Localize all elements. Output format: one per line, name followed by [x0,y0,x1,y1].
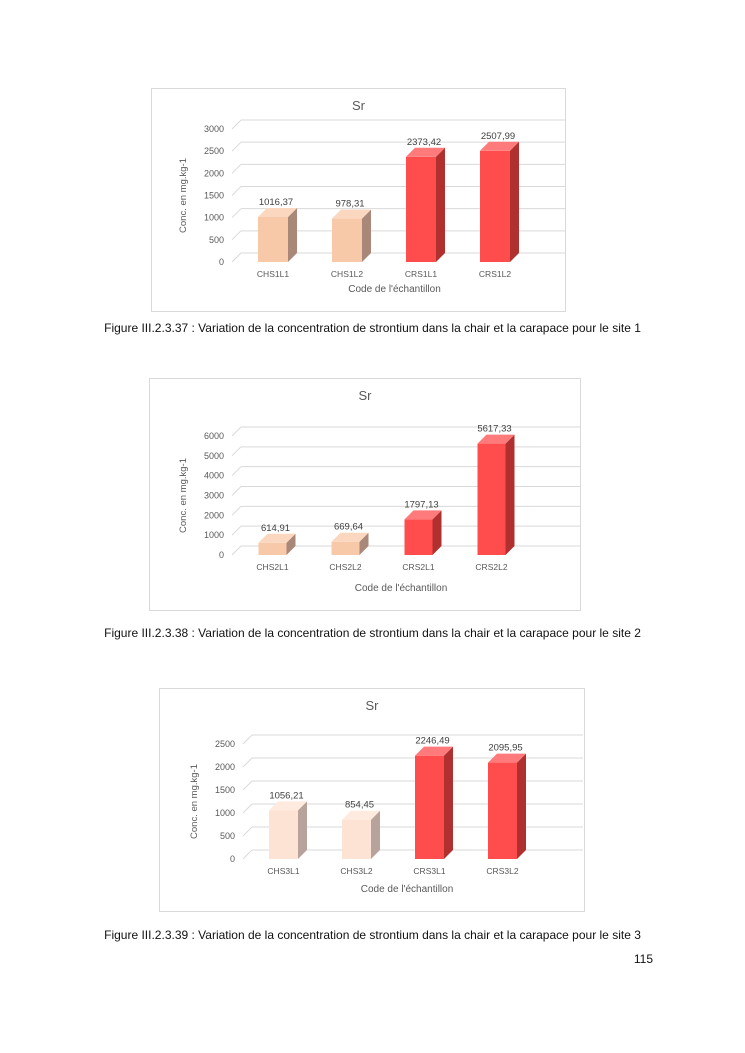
y-tick-label: 6000 [203,431,224,441]
figure-caption-1: Figure III.2.3.37 : Variation de la concentration de strontium dans la chair et la carapace pour le site 1 [104,321,641,335]
bar-side [298,801,307,859]
bar-side [517,754,526,859]
bar-front [342,820,371,859]
y-axis-label: Conc. en mg.kg-1 [178,158,189,233]
bar-front [332,542,360,555]
bar-front [269,810,298,859]
gridline-depth [232,164,241,173]
bar-front [488,763,517,859]
chart-title: Sr [358,388,372,403]
data-label: 5617,33 [477,423,512,435]
bar-crs1l1 [406,148,445,262]
gridline-depth [232,506,241,515]
bar-front [332,219,362,262]
data-label: 1056,21 [269,790,304,802]
bar-chs3l1 [269,801,307,859]
bar-chs1l2 [332,210,371,262]
y-axis-label: Conc. en mg.kg-1 [178,458,189,533]
data-label: 2507,99 [480,130,516,142]
x-tick-label: CRS2L2 [475,562,508,572]
gridline-depth [243,850,252,859]
y-tick-label: 0 [229,854,235,864]
bar-front [406,157,436,262]
x-tick-label: CRS1L2 [478,269,512,279]
figure-caption-2: Figure III.2.3.38 : Variation de la concentration de strontium dans la chair et la carapace pour le site 2 [104,626,641,640]
bar-chs2l2 [332,533,369,555]
bar-front [415,756,444,859]
gridline-depth [243,758,252,767]
gridline-depth [232,253,241,262]
gridline-depth [232,546,241,555]
y-tick-label: 500 [208,234,224,245]
chart-title: Sr [365,698,379,713]
x-tick-label: CRS1L1 [404,269,438,279]
bar-front [405,519,433,555]
x-tick-label: CRS3L2 [486,866,519,876]
y-axis-label: Conc. en mg.kg-1 [189,764,200,839]
chart-1-svg [152,89,565,311]
y-tick-label: 1000 [203,530,224,541]
y-tick-label: 2000 [214,762,235,772]
bar-side [362,210,371,262]
y-tick-label: 4000 [203,470,224,481]
data-label: 1797,13 [404,499,439,511]
page-number: 115 [633,952,653,966]
gridline-depth [232,487,241,496]
gridline-depth [243,781,252,790]
y-tick-label: 500 [219,831,235,841]
chart-title: Sr [352,98,365,113]
x-axis-label: Code de l'échantillon [360,884,454,895]
data-label: 978,31 [335,198,365,210]
chart-3-svg [160,689,584,911]
gridline-depth [232,447,241,456]
y-tick-label: 2500 [203,146,224,157]
bar-front [480,151,510,262]
x-tick-label: CHS3L2 [340,866,373,876]
x-tick-label: CHS2L2 [329,562,362,572]
bar-side [444,747,453,859]
bar-front [478,444,506,555]
x-tick-label: CHS3L1 [267,866,300,876]
y-tick-label: 0 [218,257,224,267]
bar-chs1l1 [258,208,297,262]
y-tick-label: 3000 [203,490,224,501]
bar-crs3l2 [488,754,526,859]
chart-2 [149,378,581,611]
gridline-depth [232,209,241,218]
data-label: 854,45 [344,799,375,811]
gridline-depth [232,142,241,151]
data-label: 2246,49 [415,735,450,747]
x-tick-label: CHS1L1 [256,269,290,279]
chart-3 [159,688,585,912]
bar-side [510,142,519,262]
chart-2-svg [150,379,580,610]
y-tick-label: 5000 [203,450,224,461]
y-tick-label: 1500 [203,190,224,201]
bar-crs2l1 [405,510,442,555]
x-axis-label: Code de l'échantillon [354,583,448,594]
gridline-depth [243,827,252,836]
bar-chs2l1 [259,534,296,555]
bar-crs3l1 [415,747,453,859]
gridline-depth [243,735,252,744]
bar-front [259,543,287,555]
gridline-depth [243,804,252,813]
figure-caption-3: Figure III.2.3.39 : Variation de la concentration de strontium dans la chair et la carapace pour le site 3 [104,928,641,942]
y-tick-label: 1500 [214,785,235,795]
data-label: 2095,95 [488,742,523,754]
x-tick-label: CHS2L1 [256,562,289,572]
bar-crs2l2 [478,435,515,555]
y-tick-label: 2000 [203,168,224,179]
y-tick-label: 0 [218,550,224,560]
data-label: 614,91 [260,522,291,534]
bar-side [506,435,515,555]
y-tick-label: 1000 [203,212,224,223]
gridline-depth [232,526,241,535]
x-tick-label: CRS3L1 [413,866,446,876]
data-label: 1016,37 [258,196,294,208]
gridline-depth [232,120,241,129]
y-tick-label: 1000 [214,808,235,818]
gridline-depth [232,187,241,196]
bar-chs3l2 [342,811,380,859]
x-axis-label: Code de l'échantillon [348,284,441,295]
bar-front [258,217,288,262]
data-label: 669,64 [333,521,364,533]
x-tick-label: CHS1L2 [330,269,364,279]
bar-side [436,148,445,262]
y-tick-label: 3000 [203,124,224,134]
x-tick-label: CRS2L1 [402,562,435,572]
chart-1 [151,88,566,312]
data-label: 2373,42 [406,136,442,148]
bar-crs1l2 [480,142,519,262]
bar-side [288,208,297,262]
gridline-depth [232,427,241,436]
gridline-depth [232,231,241,240]
y-tick-label: 2500 [214,739,235,749]
gridline-depth [232,467,241,476]
y-tick-label: 2000 [203,510,224,521]
